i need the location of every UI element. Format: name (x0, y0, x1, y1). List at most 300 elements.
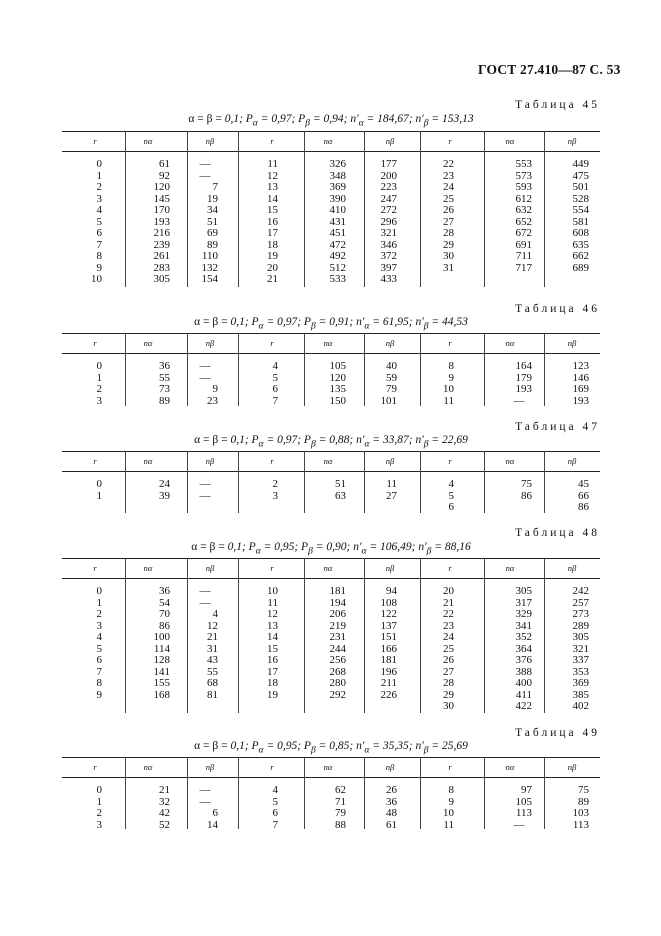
column-header: r (270, 762, 274, 772)
column-header: nβ (385, 762, 395, 772)
table-column (178, 586, 218, 701)
table-cell: 17 (267, 227, 278, 239)
table-cell: 321 (572, 642, 589, 655)
table-column (414, 785, 454, 831)
table-cell: 7 (272, 818, 278, 831)
table-cell: 135 (329, 383, 346, 395)
column-header: nβ (385, 563, 395, 573)
table-cell: 2 (96, 383, 102, 395)
table-cell: 193 (515, 383, 532, 395)
table-cell: 5 (272, 795, 278, 808)
table-cell: 3 (96, 818, 102, 831)
table-cell: — (199, 489, 211, 502)
table-header-rule (62, 471, 600, 472)
table-column (178, 479, 218, 502)
table-column (492, 586, 532, 713)
table-cell: 256 (329, 654, 346, 666)
table-cell: 5 (96, 215, 102, 228)
table-cell: 512 (329, 261, 346, 274)
column-header: nα (505, 563, 515, 573)
table-cell: 410 (329, 204, 346, 216)
table-cell: 63 (335, 489, 346, 502)
table-cell: 23 (443, 169, 454, 182)
data-table (62, 558, 600, 713)
table-cell: 20 (267, 261, 278, 274)
column-header: nα (143, 762, 153, 772)
table-cell: 32 (159, 795, 170, 808)
table-cell: 268 (329, 665, 346, 678)
data-table (62, 757, 600, 829)
table-cell: 662 (572, 250, 589, 262)
table-cell: 364 (515, 642, 532, 655)
table-cell: 326 (329, 158, 346, 170)
table-cell: 28 (443, 677, 454, 689)
table-cell: 2 (96, 181, 102, 193)
table-cell: — (199, 795, 211, 808)
table-cell: 3 (272, 489, 278, 502)
table-column (238, 361, 278, 407)
table-column (492, 361, 532, 407)
table-cell: 9 (448, 795, 454, 808)
table-column (130, 361, 170, 407)
column-divider (484, 451, 485, 513)
table-cell: 55 (207, 665, 218, 678)
column-header: nβ (567, 338, 577, 348)
column-header: nβ (567, 456, 577, 466)
column-divider (125, 131, 126, 287)
column-header: nβ (385, 338, 395, 348)
table-cell: 472 (329, 238, 346, 251)
table-cell: 19 (267, 250, 278, 262)
table-cell: 231 (329, 631, 346, 643)
table-cell: 376 (515, 654, 532, 666)
table-cell: 40 (386, 360, 397, 372)
table-cell: 5 (448, 489, 454, 502)
table-cell: 9 (96, 688, 102, 701)
column-divider (125, 757, 126, 829)
table-cell: 100 (153, 631, 170, 643)
table-cell: 247 (380, 192, 397, 205)
table-cell: 17 (267, 665, 278, 678)
column-header: nα (143, 338, 153, 348)
table-cell: 226 (380, 688, 397, 701)
table-caption: α = β = 0,1; $P_\alpha = 0,95$; $P_\beta = 0,85$; $n'_\alpha = 35,35$; $n'_\beta = 25,69$ (194, 740, 468, 756)
table-cell: 11 (443, 818, 454, 831)
table-cell: 14 (267, 631, 278, 643)
table-cell: 105 (515, 795, 532, 808)
table-cell: 36 (159, 585, 170, 597)
table-cell: 89 (159, 394, 170, 407)
table-cell: 55 (159, 371, 170, 384)
table-cell: 8 (96, 677, 102, 689)
table-cell: 11 (267, 158, 278, 170)
table-cell: 105 (329, 360, 346, 372)
table-cell: 4 (96, 631, 102, 643)
table-cell: 305 (153, 273, 170, 285)
table-top-rule (62, 558, 600, 559)
table-cell: 62 (335, 784, 346, 796)
table-cell: 154 (201, 273, 218, 285)
column-header: nβ (385, 136, 395, 146)
table-cell: 451 (329, 227, 346, 239)
table-cell: 179 (515, 371, 532, 384)
table-cell: 346 (380, 238, 397, 251)
table-cell: 194 (329, 596, 346, 609)
data-table (62, 451, 600, 513)
table-cell: — (513, 818, 525, 831)
column-header: r (448, 762, 452, 772)
table-column (306, 361, 346, 407)
column-divider (544, 558, 545, 713)
table-cell: 652 (515, 215, 532, 228)
table-cell: 193 (153, 215, 170, 228)
table-column (414, 159, 454, 274)
table-cell: 123 (572, 360, 589, 372)
table-cell: 5 (96, 642, 102, 655)
table-cell: 7 (96, 665, 102, 678)
table-cell: 24 (443, 181, 454, 193)
table-label: Таблица 48 (515, 527, 600, 539)
table-cell: 29 (443, 688, 454, 701)
table-cell: 528 (572, 192, 589, 205)
table-column (549, 479, 589, 514)
column-header: r (270, 338, 274, 348)
table-cell: 244 (329, 642, 346, 655)
table-column (414, 586, 454, 713)
column-header: nα (505, 136, 515, 146)
table-cell: 12 (267, 169, 278, 182)
table-cell: 6 (272, 383, 278, 395)
column-header: nα (323, 456, 333, 466)
table-cell: 170 (153, 204, 170, 216)
table-column (178, 361, 218, 407)
column-divider (544, 757, 545, 829)
table-cell: 45 (578, 478, 589, 490)
table-column (306, 479, 346, 502)
table-cell: 43 (207, 654, 218, 666)
table-column (357, 361, 397, 407)
table-cell: — (513, 394, 525, 407)
table-cell: 261 (153, 250, 170, 262)
table-column (178, 159, 218, 286)
table-top-rule (62, 131, 600, 132)
table-cell: 42 (159, 807, 170, 819)
table-cell: 14 (267, 192, 278, 205)
table-cell: 348 (329, 169, 346, 182)
table-top-rule (62, 451, 600, 452)
table-cell: 177 (380, 158, 397, 170)
column-divider (304, 333, 305, 406)
table-cell: 128 (153, 654, 170, 666)
column-header: r (270, 136, 274, 146)
column-header: nα (323, 762, 333, 772)
table-column (238, 159, 278, 286)
table-cell: 200 (380, 169, 397, 182)
column-divider (304, 131, 305, 287)
table-column (62, 479, 102, 502)
table-cell: 22 (443, 158, 454, 170)
table-cell: 13 (267, 181, 278, 193)
column-divider (544, 131, 545, 287)
table-cell: 146 (572, 371, 589, 384)
table-cell: 29 (443, 238, 454, 251)
table-cell: 7 (272, 394, 278, 407)
table-cell: 691 (515, 238, 532, 251)
column-header: r (270, 456, 274, 466)
table-cell: 16 (267, 654, 278, 666)
table-cell: 341 (515, 619, 532, 632)
table-cell: 4 (272, 784, 278, 796)
table-cell: 581 (572, 215, 589, 228)
table-cell: 14 (207, 818, 218, 831)
table-cell: 4 (272, 360, 278, 372)
table-cell: 25 (443, 642, 454, 655)
table-cell: 501 (572, 181, 589, 193)
table-cell: 10 (443, 383, 454, 395)
table-cell: 0 (96, 585, 102, 597)
table-cell: 9 (96, 261, 102, 274)
column-header: nα (505, 762, 515, 772)
table-cell: 369 (329, 181, 346, 193)
column-header: r (448, 563, 452, 573)
table-cell: — (199, 596, 211, 609)
table-header-rule (62, 151, 600, 152)
table-cell: 141 (153, 665, 170, 678)
column-header: nβ (205, 136, 215, 146)
table-cell: 216 (153, 227, 170, 239)
table-cell: 28 (443, 227, 454, 239)
table-cell: 305 (515, 585, 532, 597)
table-cell: 193 (572, 394, 589, 407)
table-label: Таблица 45 (515, 99, 600, 111)
table-cell: 8 (448, 360, 454, 372)
table-cell: 145 (153, 192, 170, 205)
table-cell: 242 (572, 585, 589, 597)
table-cell: 6 (96, 227, 102, 239)
table-cell: 10 (91, 273, 102, 285)
table-cell: 296 (380, 215, 397, 228)
table-cell: 13 (267, 619, 278, 632)
column-divider (304, 451, 305, 513)
table-cell: 86 (578, 501, 589, 513)
column-divider (125, 451, 126, 513)
table-cell: 6 (212, 807, 218, 819)
column-header: nα (505, 456, 515, 466)
table-cell: 113 (515, 807, 532, 819)
table-cell: 239 (153, 238, 170, 251)
table-column (130, 479, 170, 502)
table-cell: 0 (96, 360, 102, 372)
table-cell: 168 (153, 688, 170, 701)
table-cell: 27 (443, 665, 454, 678)
table-cell: 25 (443, 192, 454, 205)
column-header: nβ (205, 456, 215, 466)
table-column (357, 479, 397, 502)
table-cell: 711 (515, 250, 532, 262)
table-cell: 422 (515, 700, 532, 712)
table-cell: 108 (380, 596, 397, 609)
column-header: r (448, 136, 452, 146)
column-header: r (93, 563, 97, 573)
table-cell: 181 (329, 585, 346, 597)
table-cell: 4 (448, 478, 454, 490)
table-cell: 122 (380, 608, 397, 620)
table-cell: 329 (515, 608, 532, 620)
table-cell: 219 (329, 619, 346, 632)
table-cell: 15 (267, 642, 278, 655)
table-cell: — (199, 360, 211, 372)
table-cell: 390 (329, 192, 346, 205)
table-caption: α = β = 0,1; $P_\alpha = 0,97$; $P_\beta = 0,91$; $n'_\alpha = 61,95$; $n'_\beta = 44,53$ (194, 316, 468, 332)
column-divider (125, 558, 126, 713)
data-table (62, 131, 600, 287)
table-column (549, 361, 589, 407)
table-cell: 397 (380, 261, 397, 274)
table-cell: 449 (572, 158, 589, 170)
table-cell: 103 (572, 807, 589, 819)
table-cell: 3 (96, 394, 102, 407)
table-cell: — (199, 169, 211, 182)
table-cell: 24 (443, 631, 454, 643)
column-header: nα (143, 456, 153, 466)
table-cell: 7 (96, 238, 102, 251)
table-cell: 593 (515, 181, 532, 193)
table-cell: 6 (448, 501, 454, 513)
table-column (414, 361, 454, 407)
column-header: r (93, 136, 97, 146)
table-cell: 27 (386, 489, 397, 502)
column-divider (484, 757, 485, 829)
column-header: nβ (205, 563, 215, 573)
table-cell: 69 (207, 227, 218, 239)
table-cell: 10 (443, 807, 454, 819)
table-cell: 54 (159, 596, 170, 609)
table-cell: 181 (380, 654, 397, 666)
table-cell: 7 (212, 181, 218, 193)
table-cell: 86 (521, 489, 532, 502)
table-column (549, 159, 589, 274)
table-cell: 39 (159, 489, 170, 502)
table-cell: 31 (443, 261, 454, 274)
table-cell: 120 (153, 181, 170, 193)
table-cell: 75 (578, 784, 589, 796)
table-cell: 3 (96, 192, 102, 205)
table-cell: 26 (443, 654, 454, 666)
table-column (492, 785, 532, 831)
table-label: Таблица 49 (515, 727, 600, 739)
table-cell: 110 (201, 250, 218, 262)
table-column (306, 586, 346, 701)
table-cell: 16 (267, 215, 278, 228)
table-column (549, 586, 589, 713)
column-divider (544, 333, 545, 406)
column-header: r (270, 563, 274, 573)
table-cell: 8 (96, 250, 102, 262)
table-cell: 114 (153, 642, 170, 655)
table-cell: 635 (572, 238, 589, 251)
table-cell: 475 (572, 169, 589, 182)
table-column (306, 785, 346, 831)
column-header: nα (505, 338, 515, 348)
table-column (357, 586, 397, 701)
table-cell: 86 (159, 619, 170, 632)
table-cell: 353 (572, 665, 589, 678)
table-column (62, 586, 102, 701)
column-header: r (93, 456, 97, 466)
table-cell: 92 (159, 169, 170, 182)
table-cell: 196 (380, 665, 397, 678)
table-cell: 11 (386, 478, 397, 490)
table-cell: 150 (329, 394, 346, 407)
table-cell: 632 (515, 204, 532, 216)
column-header: nα (323, 136, 333, 146)
table-column (238, 785, 278, 831)
page-header: ГОСТ 27.410—87 С. 53 (478, 62, 621, 77)
table-cell: 211 (380, 677, 397, 689)
table-cell: 337 (572, 654, 589, 666)
table-cell: 21 (443, 596, 454, 609)
table-column (62, 361, 102, 407)
table-cell: 400 (515, 677, 532, 689)
table-cell: 402 (572, 700, 589, 712)
table-cell: 9 (212, 383, 218, 395)
table-cell: 5 (272, 371, 278, 384)
table-cell: 206 (329, 608, 346, 620)
table-cell: 292 (329, 688, 346, 701)
table-cell: 169 (572, 383, 589, 395)
table-column (130, 159, 170, 286)
table-cell: 608 (572, 227, 589, 239)
table-column (549, 785, 589, 831)
column-header: nβ (567, 136, 577, 146)
table-column (178, 785, 218, 831)
table-cell: 30 (443, 250, 454, 262)
column-header: nβ (567, 762, 577, 772)
table-cell: 433 (380, 273, 397, 285)
table-cell: 101 (380, 394, 397, 407)
table-top-rule (62, 757, 600, 758)
table-cell: 61 (159, 158, 170, 170)
table-cell: 2 (96, 608, 102, 620)
column-header: nα (323, 338, 333, 348)
column-header: nβ (205, 762, 215, 772)
table-cell: 97 (521, 784, 532, 796)
table-cell: 27 (443, 215, 454, 228)
table-cell: 533 (329, 273, 346, 285)
table-cell: 573 (515, 169, 532, 182)
table-cell: — (199, 784, 211, 796)
table-cell: 385 (572, 688, 589, 701)
table-cell: 21 (159, 784, 170, 796)
table-cell: 81 (207, 688, 218, 701)
column-divider (304, 757, 305, 829)
table-cell: — (199, 158, 211, 170)
table-cell: 2 (272, 478, 278, 490)
table-cell: 36 (159, 360, 170, 372)
table-cell: 51 (207, 215, 218, 228)
table-cell: 492 (329, 250, 346, 262)
table-cell: — (199, 371, 211, 384)
table-column (130, 785, 170, 831)
table-cell: 24 (159, 478, 170, 490)
table-cell: 1 (96, 795, 102, 808)
table-column (238, 479, 278, 502)
table-cell: 31 (207, 642, 218, 655)
table-cell: 411 (515, 688, 532, 701)
table-cell: 166 (380, 642, 397, 655)
table-cell: 9 (448, 371, 454, 384)
table-caption: α = β = 0,1; $P_\alpha = 0,95$; $P_\beta = 0,90$; $n'_\alpha = 106,49$; $n'_\beta = 88,16$ (191, 541, 471, 557)
